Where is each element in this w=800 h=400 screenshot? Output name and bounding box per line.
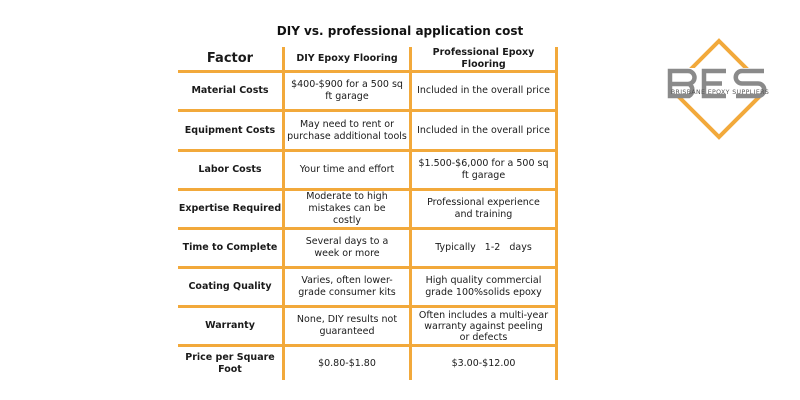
row-diy-value: Moderate to high mistakes can be costly [306,191,388,226]
cost-comparison-table [178,47,558,380]
table-column-rule [555,47,558,380]
page-title: DIY vs. professional application cost [276,24,524,38]
row-factor: Expertise Required [178,203,282,214]
row-pro-value: Included in the overall price [417,85,550,96]
header-professional: Professional Epoxy Flooring [432,46,535,70]
row-factor: Material Costs [191,85,269,96]
row-pro-value: Professional experience and training [427,197,540,220]
row-diy-value: May need to rent or purchase additional tools [287,118,407,142]
header-factor: Factor [206,50,254,66]
header-diy: DIY Epoxy Flooring [296,52,398,64]
row-diy-value: $0.80-$1.80 [318,357,376,369]
row-pro-value: $1.500-$6,000 for a 500 sq ft garage [418,158,549,181]
row-diy-value: Several days to a week or more [305,236,389,259]
row-factor: Warranty [205,320,255,331]
row-diy-value: Varies, often lower-grade consumer kits [298,275,396,298]
row-pro-value: Typically 1-2 days [435,242,532,253]
row-pro-value: Often includes a multi-year warranty against peeling or defects [418,309,549,343]
logo-subtitle: BRISBANE EPOXY SUPPLIERS [670,89,770,96]
row-factor: Equipment Costs [184,124,276,136]
row-pro-value: Included in the overall price [417,124,550,136]
row-factor: Time to Complete [182,242,278,253]
row-pro-value: High quality commercial grade 100%solids epoxy [425,275,542,298]
row-factor: Coating Quality [188,281,272,292]
row-pro-value: $3.00-$12.00 [451,357,516,369]
row-diy-value: Your time and effort [299,164,395,175]
row-factor: Price per Square Foot [185,351,275,375]
row-diy-value: $400-$900 for a 500 sq ft garage [291,79,403,102]
row-factor: Labor Costs [198,164,262,175]
row-diy-value: None, DIY results not guaranteed [296,314,398,337]
